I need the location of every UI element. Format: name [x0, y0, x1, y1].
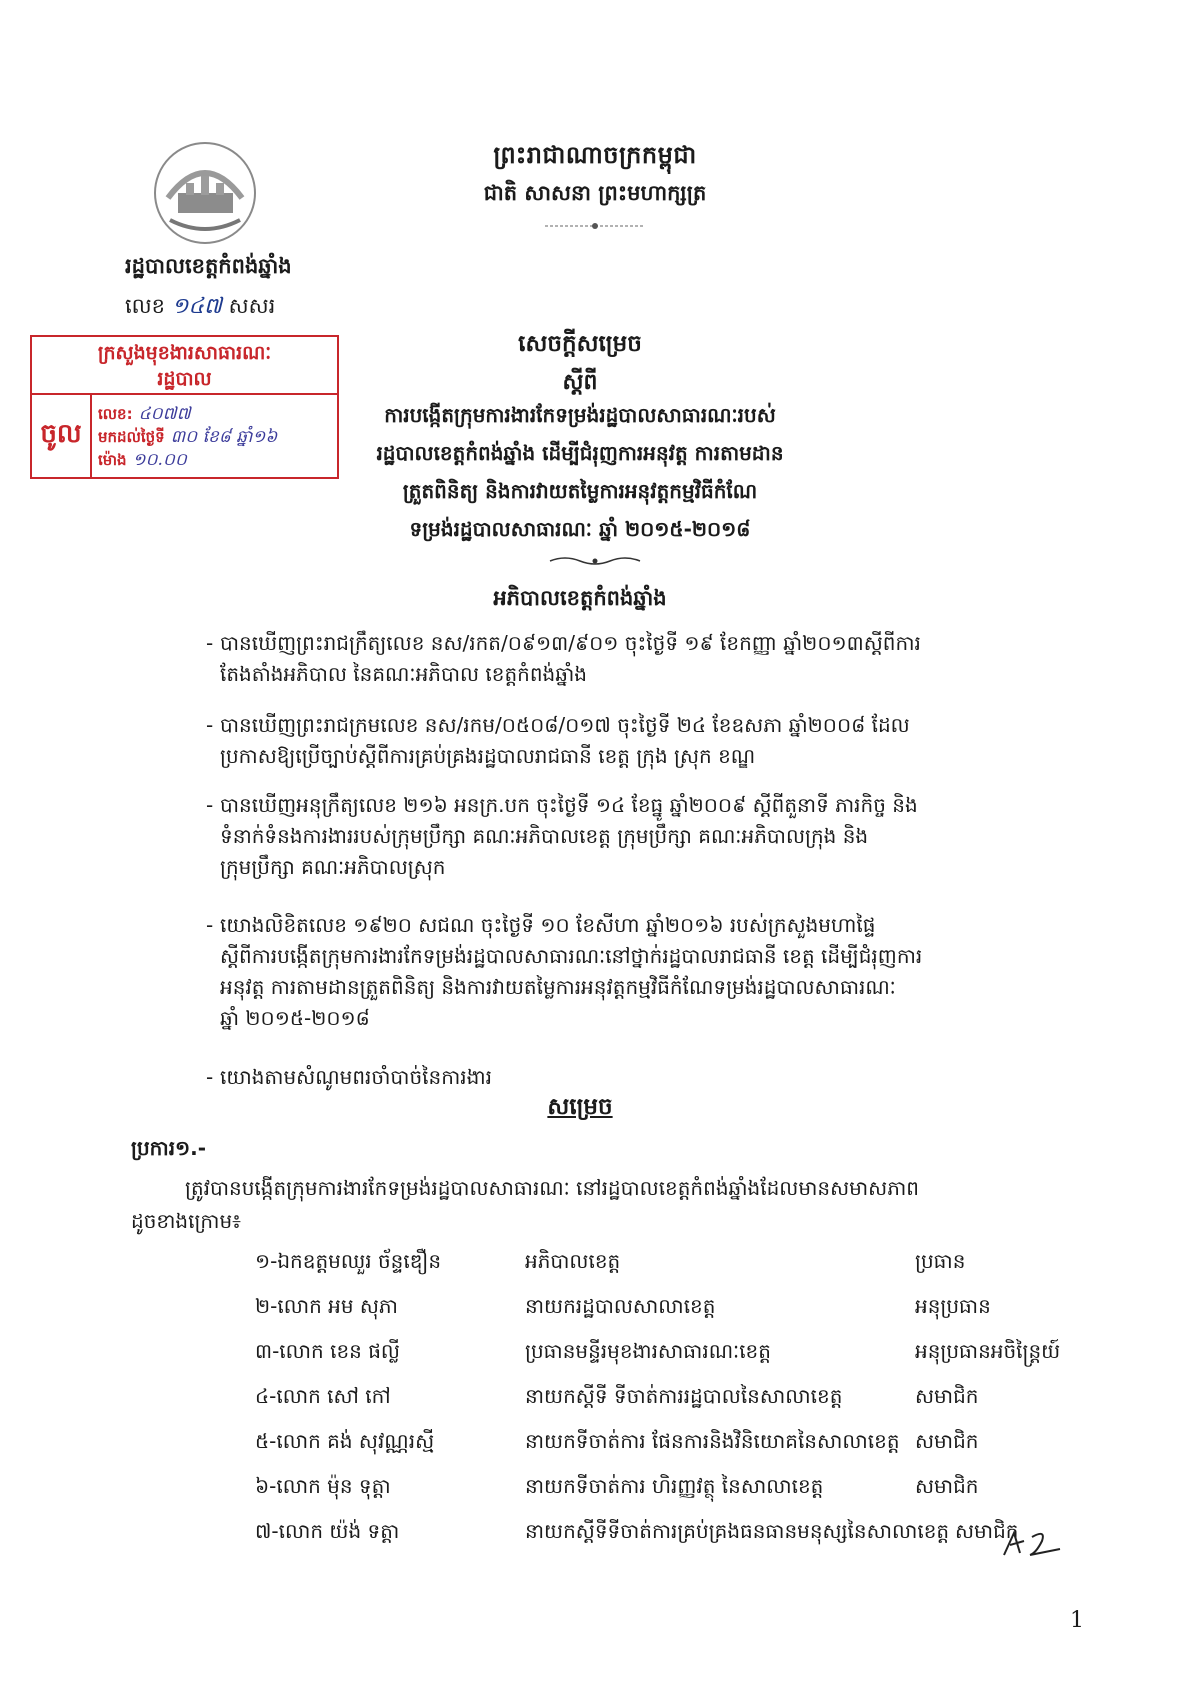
member-role: សមាជិក	[955, 1519, 1019, 1543]
stamp-row-number-label: លេខ:	[98, 405, 133, 423]
title-line: ការបង្កើតក្រុមការងារកែទម្រង់រដ្ឋបាលសាធារណៈរបស់	[384, 403, 776, 427]
consideration-line: អនុវត្ត ការតាមដានត្រួតពិនិត្យ និងការវាយតម្លៃការអនុវត្តកម្មវិធីកំណែទម្រង់រដ្ឋបាលសាធារណៈ	[220, 975, 896, 999]
member-name: ២-លោក អម សុភា	[255, 1294, 398, 1318]
member-row	[255, 1338, 1095, 1378]
consideration-line: យោងតាមសំណូមពរចាំបាច់នៃការងារ	[220, 1065, 492, 1089]
member-position: នាយកទីចាត់ការ ផែនការនិងវិនិយោគនៃសាលាខេត្ត	[525, 1429, 900, 1453]
stamp-row-time	[98, 449, 187, 474]
article-1-intro-continued: ដូចខាងក្រោម៖	[131, 1209, 241, 1233]
member-row	[255, 1473, 1095, 1513]
ornament-divider-icon	[545, 222, 645, 230]
consideration-item: - បានឃើញអនុក្រឹត្យលេខ ២១៦ អនក្រ.បក ចុះថ្ងៃទី ១៤ ខែធ្នូ ឆ្នាំ២០០៩ ស្តីពីតួនាទី ភារកិច្ច និង ទំនាក់ទំនងការងាររបស់ក្រុមប្រឹក្សា គណៈអភិបាលខេត្ត ក្រុមប្រឹក្សា គណៈអភិបាលក្រុង និង ក្រុមប្រឹក្សា គណៈអភិបាលស្រុក	[220, 790, 1060, 883]
kingdom-heading: ព្រះរាជាណាចក្រកម្ពុជា	[493, 141, 697, 169]
member-role: សមាជិក	[915, 1429, 979, 1453]
stamp-row-date-value: ៣០ ខែ៨ ឆ្នាំ១៦	[170, 427, 278, 447]
document-number	[125, 292, 345, 324]
member-row	[255, 1248, 1095, 1288]
national-motto: ជាតិ សាសនា ព្រះមហាក្សត្រ	[483, 181, 707, 205]
about-label: ស្តីពី	[562, 370, 598, 395]
number-prefix: លេខ	[125, 294, 165, 318]
article-1-intro: ត្រូវបានបង្កើតក្រុមការងារកែទម្រង់រដ្ឋបាលសាធារណៈ នៅរដ្ឋបាលខេត្តកំពង់ឆ្នាំងដែលមានសមាសភាព	[185, 1176, 919, 1200]
member-row	[255, 1428, 1095, 1468]
member-row	[255, 1518, 1095, 1558]
member-position: នាយកស្តីទី ទីចាត់ការរដ្ឋបាលនៃសាលាខេត្ត	[525, 1384, 843, 1408]
article-1-label: ប្រការ១.-	[131, 1136, 207, 1160]
consideration-line: តែងតាំងអភិបាល នៃគណៈអភិបាល ខេត្តកំពង់ឆ្នាំង	[220, 662, 587, 686]
member-position: ប្រធានមន្ទីរមុខងារសាធារណៈខេត្ត	[525, 1339, 771, 1363]
consideration-line: ស្តីពីការបង្កើតក្រុមការងារកែទម្រង់រដ្ឋបាលសាធារណៈនៅថ្នាក់រដ្ឋបាលរាជធានី ខេត្ត ដើម្បីជំរុញការ	[220, 944, 923, 968]
member-row	[255, 1293, 1095, 1333]
stamp-side-label: ចូល	[32, 395, 92, 477]
stamp-row-time-value: ១០.០០	[132, 450, 187, 470]
stamp-row-number	[98, 403, 191, 428]
consideration-item: - បានឃើញព្រះរាជក្រឹត្យលេខ នស/រកត/០៩១៣/៩០១ ចុះថ្ងៃទី ១៩ ខែកញ្ញា ឆ្នាំ២០១៣ស្តីពីការ តែងតាំងអភិបាល នៃគណៈអភិបាល ខេត្តកំពង់ឆ្នាំង	[220, 628, 1060, 690]
consideration-item: - បានឃើញព្រះរាជក្រមលេខ នស/រកម/០៥០៨/០១៧ ចុះថ្ងៃទី ២៤ ខែឧសភា ឆ្នាំ២០០៨ ដែល ប្រកាសឱ្យប្រើច្បាប់ស្តីពីការគ្រប់គ្រងរដ្ឋបាលរាជធានី ខេត្ត ក្រុង ស្រុក ខណ្ឌ	[220, 710, 1060, 772]
decision-title: សេចក្តីសម្រេច	[518, 331, 642, 357]
member-name: ៤-លោក សៅ កៅ	[255, 1384, 391, 1408]
consideration-line: ទំនាក់ទំនងការងាររបស់ក្រុមប្រឹក្សា គណៈអភិបាលខេត្ត ក្រុមប្រឹក្សា គណៈអភិបាលក្រុង និង	[220, 824, 869, 848]
consideration-line: បានឃើញព្រះរាជក្រមលេខ នស/រកម/០៥០៨/០១៧ ចុះថ្ងៃទី ២៤ ខែឧសភា ឆ្នាំ២០០៨ ដែល	[220, 713, 910, 737]
page-number: 1	[1070, 1608, 1084, 1633]
consideration-item: - យោងលិខិតលេខ ១៩២០ សជណ ចុះថ្ងៃទី ១០ ខែសីហា ឆ្នាំ២០១៦ របស់ក្រសួងមហាផ្ទៃ ស្តីពីការបង្កើតក្រុមការងារកែទម្រង់រដ្ឋបាលសាធារណៈនៅថ្នាក់រដ្ឋបាលរាជធានី ខេត្ត ដើម្បីជំរុញការ អនុវត្ត ការតាមដានត្រួតពិនិត្យ និងការវាយតម្លៃការអនុវត្តកម្មវិធីកំណែទម្រង់រដ្ឋបាលសាធារណៈ ឆ្នាំ ២០១៥-២០១៨	[220, 910, 1060, 1034]
member-row	[255, 1383, 1095, 1423]
member-position: នាយកស្តីទីទីចាត់ការគ្រប់គ្រងធនធានមនុស្សនៃសាលាខេត្ត	[525, 1519, 950, 1543]
consideration-item: - យោងតាមសំណូមពរចាំបាច់នៃការងារ	[220, 1062, 1060, 1093]
member-name: ៣-លោក ខេន ផល្លី	[255, 1339, 400, 1363]
member-role: អនុប្រធាន	[915, 1294, 991, 1318]
title-line: រដ្ឋបាលខេត្តកំពង់ឆ្នាំង ដើម្បីជំរុញការអនុវត្ត ការតាមដាន	[376, 441, 784, 465]
number-suffix: សសរ	[228, 294, 276, 318]
member-name: ៥-លោក គង់ សុវណ្ណរស្មី	[255, 1429, 435, 1453]
member-role: សមាជិក	[915, 1474, 979, 1498]
governor-heading: អភិបាលខេត្តកំពង់ឆ្នាំង	[493, 586, 667, 610]
consideration-line: បានឃើញព្រះរាជក្រឹត្យលេខ នស/រកត/០៩១៣/៩០១ ចុះថ្ងៃទី ១៩ ខែកញ្ញា ឆ្នាំ២០១៣ស្តីពីការ	[220, 631, 921, 655]
handwritten-initials-icon	[1000, 1527, 1070, 1561]
stamp-heading-line1: ក្រសួងមុខងារសាធារណៈ	[97, 342, 272, 364]
member-role: អនុប្រធានអចិន្ត្រៃយ៍	[915, 1339, 1061, 1363]
member-name: ៦-លោក ម៉ុន ទុត្តា	[255, 1474, 391, 1498]
member-position: នាយករដ្ឋបាលសាលាខេត្ត	[525, 1294, 716, 1318]
number-handwritten: ១៤៧	[171, 294, 222, 319]
member-name: ៧-លោក យ៉ង់ ទត្តា	[255, 1519, 400, 1543]
title-line: ត្រួតពិនិត្យ និងការវាយតម្លៃការអនុវត្តកម្មវិធីកំណែ	[402, 479, 758, 503]
stamp-row-time-label: ម៉ោង	[98, 451, 127, 469]
member-role: សមាជិក	[915, 1384, 979, 1408]
consideration-line: យោងលិខិតលេខ ១៩២០ សជណ ចុះថ្ងៃទី ១០ ខែសីហា ឆ្នាំ២០១៦ របស់ក្រសួងមហាផ្ទៃ	[220, 913, 876, 937]
stamp-row-number-value: ៤០៧៧	[138, 404, 191, 424]
stamp-row-date	[98, 426, 277, 451]
stamp-heading-line2: រដ្ឋបាល	[157, 368, 212, 390]
stamp-heading	[32, 337, 337, 395]
received-stamp	[30, 335, 339, 479]
consideration-line: ប្រកាសឱ្យប្រើច្បាប់ស្តីពីការគ្រប់គ្រងរដ្ឋបាលរាជធានី ខេត្ត ក្រុង ស្រុក ខណ្ឌ	[220, 744, 756, 768]
consideration-line: បានឃើញអនុក្រឹត្យលេខ ២១៦ អនក្រ.បក ចុះថ្ងៃទី ១៤ ខែធ្នូ ឆ្នាំ២០០៩ ស្តីពីតួនាទី ភារកិច្ច និង	[220, 793, 918, 817]
decides-heading: សម្រេច	[547, 1094, 613, 1120]
member-role: ប្រធាន	[915, 1249, 966, 1273]
issuer-name: រដ្ឋបាលខេត្តកំពង់ឆ្នាំង	[125, 254, 292, 278]
title-line: ទម្រង់រដ្ឋបាលសាធារណៈ ឆ្នាំ ២០១៥-២០១៨	[409, 517, 751, 541]
member-name: ១-ឯកឧត្តមឈួរ ច័ន្ទឌឿន	[255, 1249, 442, 1273]
member-position: នាយកទីចាត់ការ ហិរញ្ញវត្ថុ នៃសាលាខេត្ត	[525, 1474, 824, 1498]
member-position: អភិបាលខេត្ត	[525, 1249, 621, 1273]
stamp-row-date-label: មកដល់ថ្ងៃទី	[98, 428, 165, 446]
emblem-icon	[148, 138, 263, 248]
ornament-divider-icon	[545, 555, 645, 567]
consideration-line: ឆ្នាំ ២០១៥-២០១៨	[220, 1006, 370, 1030]
consideration-line: ក្រុមប្រឹក្សា គណៈអភិបាលស្រុក	[220, 855, 446, 879]
